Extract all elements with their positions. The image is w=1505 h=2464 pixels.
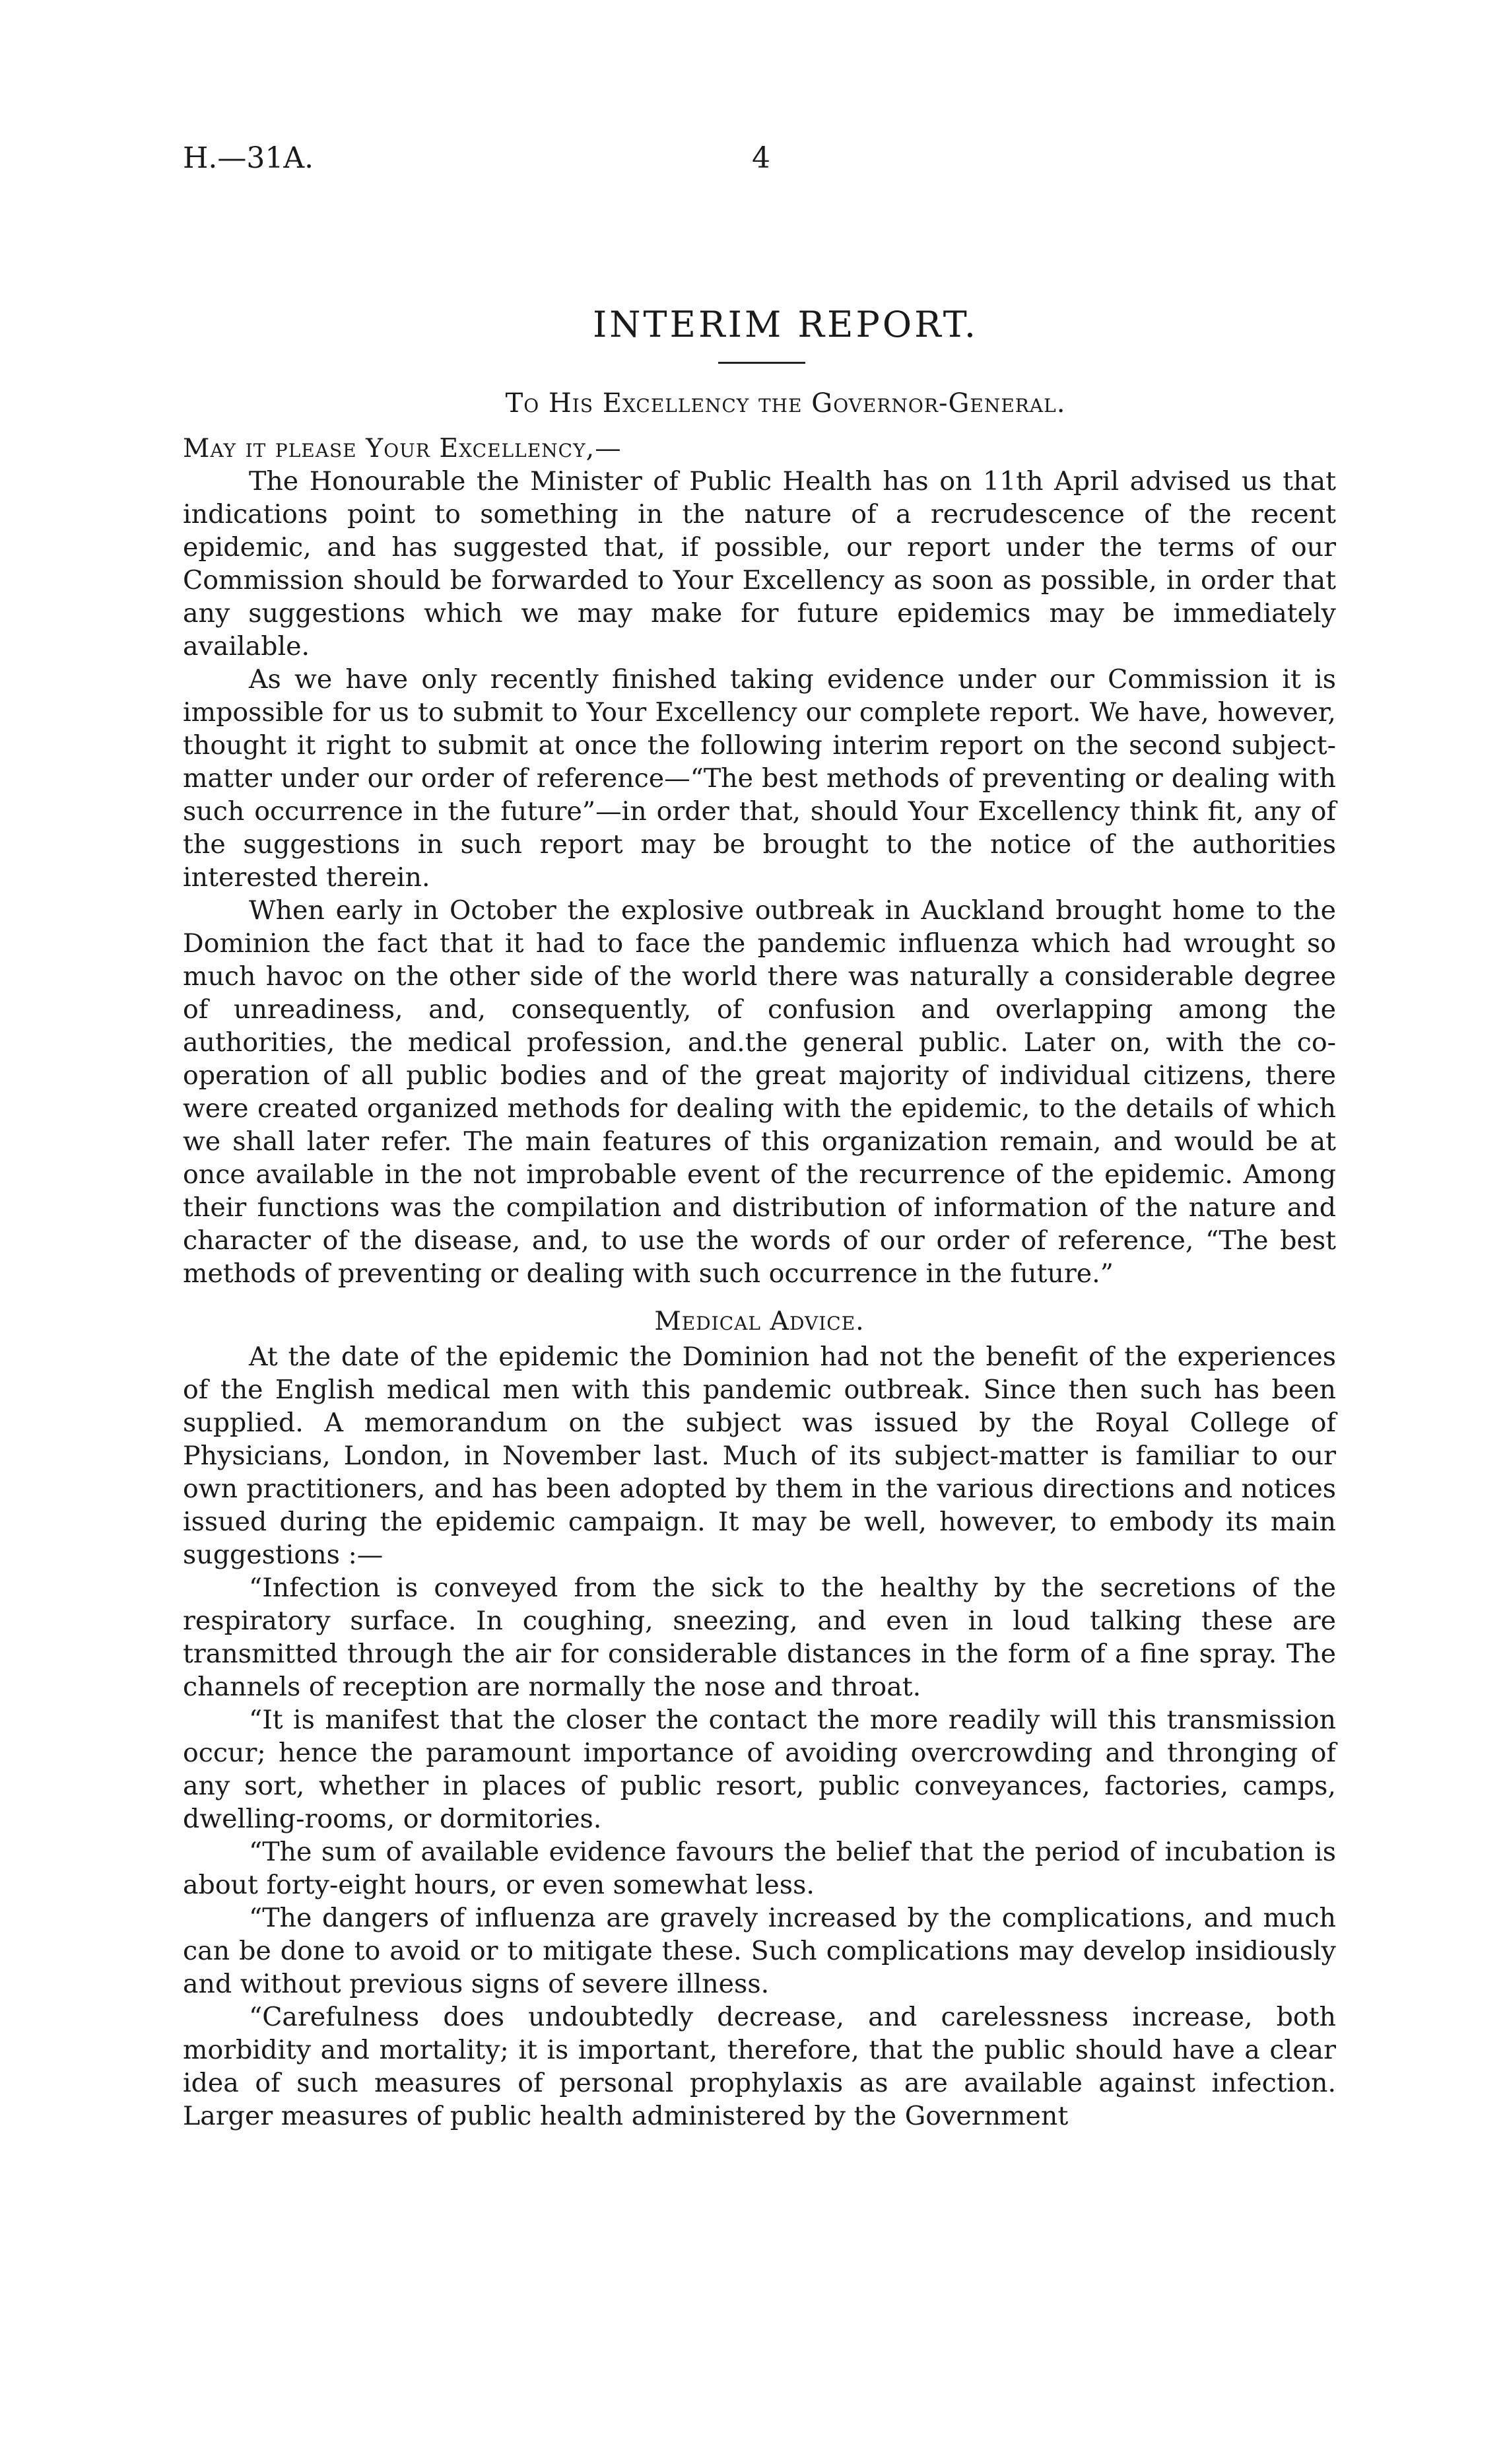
quoted-paragraph: “The dangers of influenza are gravely increased by the complications, and much can be done to avoid or to mitigate these. Such complications may develop insidiously and without previous signs of severe illness. [183,1903,1336,1999]
salutation: May it please Your Excellency,— [183,433,622,463]
paragraph: As we have only recently finished taking evidence under our Commission it is impossible for us to submit to Your Excellency our complete report. We have, however, thought it right to submit at once the following interim report on the second subject-matter under our order of reference—“The best methods of preventing or dealing with such occurrence in the future”—in order that, should Your Excellency think fit, any of the suggestions in such report may be brought to the notice of the authorities interested therein. [183,664,1336,893]
quoted-paragraph: “It is manifest that the closer the contact the more readily will this transmission occur; hence the paramount importance of avoiding overcrowding and thronging of any sort, whether in places of public resort, public conveyances, factories, camps, dwelling-rooms, or dormitories. [183,1705,1336,1834]
report-body [183,432,1336,2133]
report-title: INTERIM REPORT. [592,304,979,345]
page-number: 4 [752,141,770,175]
quoted-paragraph: “Infection is conveyed from the sick to the healthy by the secretions of the respiratory surface. In coughing, sneezing, and even in loud talking these are transmitted through the air for considerable distances in the form of a fine spray. The channels of reception are normally the nose and throat. [183,1573,1336,1702]
document-reference: H.—31A. [183,141,314,175]
title-rule [718,362,805,364]
paragraph: When early in October the explosive outbreak in Auckland brought home to the Dominion the fact that it had to face the pandemic influenza which had wrought so much havoc on the other side of the world there was naturally a considerable degree of unreadiness, and, consequently, of confusion and overlapping among the authorities, the medical profession, and.the general public. Later on, with the co-operation of all public bodies and of the great majority of individual citizens, there were created organized methods for dealing with the epidemic, to the details of which we shall later refer. The main features of this organization remain, and would be at once available in the not improbable event of the recurrence of the epidemic. Among their functions was the compilation and distribution of information of the nature and character of the disease, and, to use the words of our order of reference, “The best methods of preventing or dealing with such occurrence in the future.” [183,895,1336,1289]
quoted-paragraph: “Carefulness does undoubtedly decrease, and carelessness increase, both morbidity and mortality; it is important, therefore, that the public should have a clear idea of such measures of personal prophylaxis as are available against infection. Larger measures of public health administered by the Government [183,2002,1336,2131]
addressee-line: To His Excellency the Governor-General. [505,388,1066,419]
paragraph: At the date of the epidemic the Dominion had not the benefit of the experiences of the English medical men with this pandemic outbreak. Since then such has been supplied. A memorandum on the subject was issued by the Royal College of Physicians, London, in November last. Much of its subject-matter is familiar to our own practitioners, and has been adopted by them in the various directions and notices issued during the epidemic campaign. It may be well, however, to embody its main suggestions :— [183,1342,1336,1570]
section-heading: Medical Advice. [654,1306,865,1336]
paragraph: The Honourable the Minister of Public Health has on 11th April advised us that indications point to something in the nature of a recrudescence of the recent epidemic, and has suggested that, if possible, our report under the terms of our Commission should be forwarded to Your Excellency as soon as possible, in order that any suggestions which we may make for future epidemics may be immediately available. [183,466,1336,662]
quoted-paragraph: “The sum of available evidence favours the belief that the period of incubation is about forty-eight hours, or even somewhat less. [183,1837,1336,1900]
running-header [183,141,1338,181]
